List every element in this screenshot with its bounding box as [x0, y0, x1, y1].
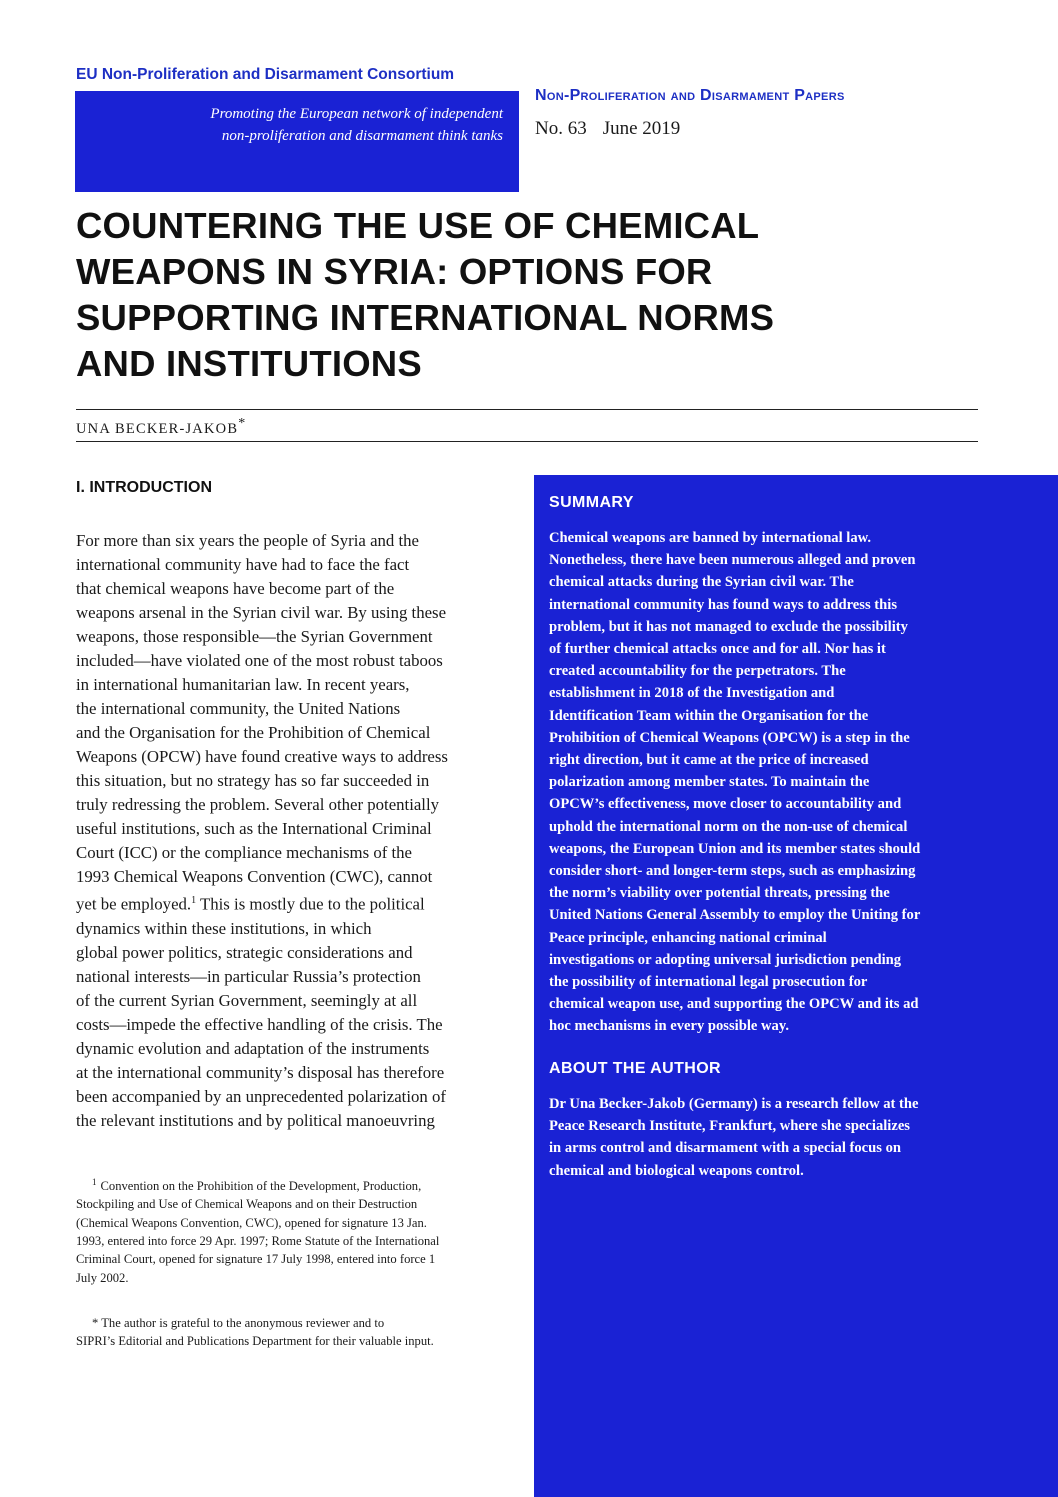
body-line: 1993 Chemical Weapons Convention (CWC), cannot [76, 867, 433, 886]
body-line: For more than six years the people of Syria and the [76, 531, 419, 550]
summary-line: problem, but it has not managed to exclude the possibility [549, 618, 908, 635]
summary-text [549, 527, 1049, 1038]
footnote-marker: 1 [92, 1177, 97, 1187]
about-line: Peace Research Institute, Frankfurt, where she specializes [549, 1118, 910, 1135]
footnote-line: July 2002. [76, 1270, 129, 1285]
title-line: AND INSTITUTIONS [76, 343, 422, 384]
summary-line: uphold the international norm on the non-use of chemical [549, 818, 908, 835]
summary-line: polarization among member states. To maintain the [549, 774, 870, 791]
footnote-line [76, 1173, 516, 1195]
footnote-text: Convention on the Prohibition of the Development, Production, [100, 1179, 422, 1194]
banner-tagline [103, 103, 503, 147]
summary-line: United Nations General Assembly to employ the Uniting for [549, 907, 921, 924]
summary-heading: SUMMARY [549, 494, 634, 511]
footnote-line: Criminal Court, opened for signature 17 July 1998, entered into force 1 [76, 1252, 436, 1267]
summary-line: right direction, but it came at the price of increased [549, 752, 869, 769]
about-author-heading: ABOUT THE AUTHOR [549, 1060, 722, 1077]
summary-panel [534, 475, 1058, 1497]
about-line: chemical and biological weapons control. [549, 1162, 804, 1179]
body-line: truly redressing the problem. Several other potentially [76, 795, 440, 814]
body-line-start: yet be employed. [76, 894, 192, 914]
author-byline [76, 416, 245, 438]
summary-line: Peace principle, enhancing national criminal [549, 929, 827, 946]
summary-line: hoc mechanisms in every possible way. [549, 1018, 789, 1035]
introduction-body [76, 529, 518, 1133]
footnote-line: Stockpiling and Use of Chemical Weapons and on their Destruction [76, 1197, 418, 1212]
summary-line: OPCW’s effectiveness, move closer to accountability and [549, 796, 902, 813]
divider-top [76, 409, 978, 410]
issue-number: No. 63 [535, 118, 587, 139]
footnote-line: SIPRI’s Editorial and Publications Department for their valuable input. [76, 1334, 434, 1349]
author-note-marker: * [238, 416, 246, 431]
body-line: in international humanitarian law. In recent years, [76, 675, 410, 694]
tagline-banner [75, 91, 519, 192]
title-line: WEAPONS IN SYRIA: OPTIONS FOR [76, 251, 713, 292]
summary-line: Identification Team within the Organisation for the [549, 707, 869, 724]
summary-line: created accountability for the perpetrators. The [549, 663, 846, 680]
body-line: of the current Syrian Government, seemingly at all [76, 990, 418, 1010]
body-line: dynamics within these institutions, in which [76, 918, 372, 938]
footnote-line: * The author is grateful to the anonymous reviewer and to [92, 1316, 385, 1330]
summary-line: consider short- and longer-term steps, such as emphasizing [549, 863, 916, 880]
body-line: at the international community’s disposal has therefore [76, 1062, 445, 1082]
summary-line: Nonetheless, there have been numerous alleged and proven [549, 552, 916, 569]
summary-line: international community has found ways to address this [549, 596, 898, 613]
body-line: the relevant institutions and by political manoeuvring [76, 1110, 435, 1130]
author-acknowledgement-note [76, 1314, 516, 1351]
body-line: the international community, the United Nations [76, 699, 401, 718]
about-author-text [549, 1093, 1049, 1182]
issue-line [535, 118, 680, 140]
footnote-1 [76, 1173, 516, 1287]
about-line: in arms control and disarmament with a special focus on [549, 1140, 902, 1157]
body-line-tail: This is mostly due to the political [196, 894, 425, 914]
tagline-line: non-proliferation and disarmament think tanks [221, 128, 503, 144]
body-line: national interests—in particular Russia’s protection [76, 966, 421, 986]
body-line: and the Organisation for the Prohibition of Chemical [76, 723, 431, 742]
body-line: useful institutions, such as the International Criminal [76, 819, 432, 838]
footnote-ref[interactable]: 1 [191, 895, 197, 906]
author-name: UNA BECKER-JAKOB [76, 420, 239, 437]
summary-line: the norm’s viability over potential threats, pressing the [549, 885, 890, 902]
footnote-line: 1993, entered into force 29 Apr. 1997; Rome Statute of the International [76, 1234, 440, 1249]
body-line: dynamic evolution and adaptation of the instruments [76, 1038, 430, 1058]
body-line: weapons, those responsible—the Syrian Government [76, 627, 433, 646]
body-line: been accompanied by an unprecedented polarization of [76, 1086, 446, 1106]
about-line: Dr Una Becker-Jakob (Germany) is a research fellow at the [549, 1096, 919, 1112]
body-line: included—have violated one of the most robust taboos [76, 651, 443, 670]
title-line: COUNTERING THE USE OF CHEMICAL [76, 205, 760, 246]
footnote-line: (Chemical Weapons Convention, CWC), opened for signature 13 Jan. [76, 1215, 427, 1230]
body-line: costs—impede the effective handling of the crisis. The [76, 1014, 443, 1034]
issue-date: June 2019 [602, 118, 681, 139]
body-line: Weapons (OPCW) have found creative ways to address [76, 747, 448, 766]
body-line: weapons arsenal in the Syrian civil war. By using these [76, 603, 447, 622]
consortium-name: EU Non-Proliferation and Disarmament Consortium [76, 66, 455, 83]
summary-line: investigations or adopting universal jurisdiction pending [549, 951, 902, 968]
series-title: Non-Proliferation and Disarmament Papers [535, 87, 845, 104]
summary-line: Chemical weapons are banned by international law. [549, 530, 872, 546]
summary-line: the possibility of international legal prosecution for [549, 974, 868, 991]
tagline-line: Promoting the European network of independent [210, 106, 503, 122]
body-line: that chemical weapons have become part of the [76, 579, 395, 598]
body-line-with-footnote [76, 889, 518, 917]
section-heading-introduction: I. INTRODUCTION [76, 479, 212, 496]
summary-line: establishment in 2018 of the Investigation and [549, 685, 835, 702]
summary-line: Prohibition of Chemical Weapons (OPCW) is a step in the [549, 729, 910, 746]
title-line: SUPPORTING INTERNATIONAL NORMS [76, 297, 775, 338]
body-line: global power politics, strategic considerations and [76, 942, 413, 962]
divider-bottom [76, 441, 978, 442]
body-line: this situation, but no strategy has so far succeeded in [76, 771, 430, 790]
summary-line: of further chemical attacks once and for all. Nor has it [549, 641, 886, 658]
body-line: international community have had to face the fact [76, 555, 410, 574]
summary-line: chemical weapon use, and supporting the OPCW and its ad [549, 996, 919, 1013]
body-line: Court (ICC) or the compliance mechanisms of the [76, 843, 413, 862]
paper-title [76, 203, 976, 387]
summary-line: weapons, the European Union and its member states should [549, 840, 921, 857]
summary-line: chemical attacks during the Syrian civil war. The [549, 574, 854, 591]
